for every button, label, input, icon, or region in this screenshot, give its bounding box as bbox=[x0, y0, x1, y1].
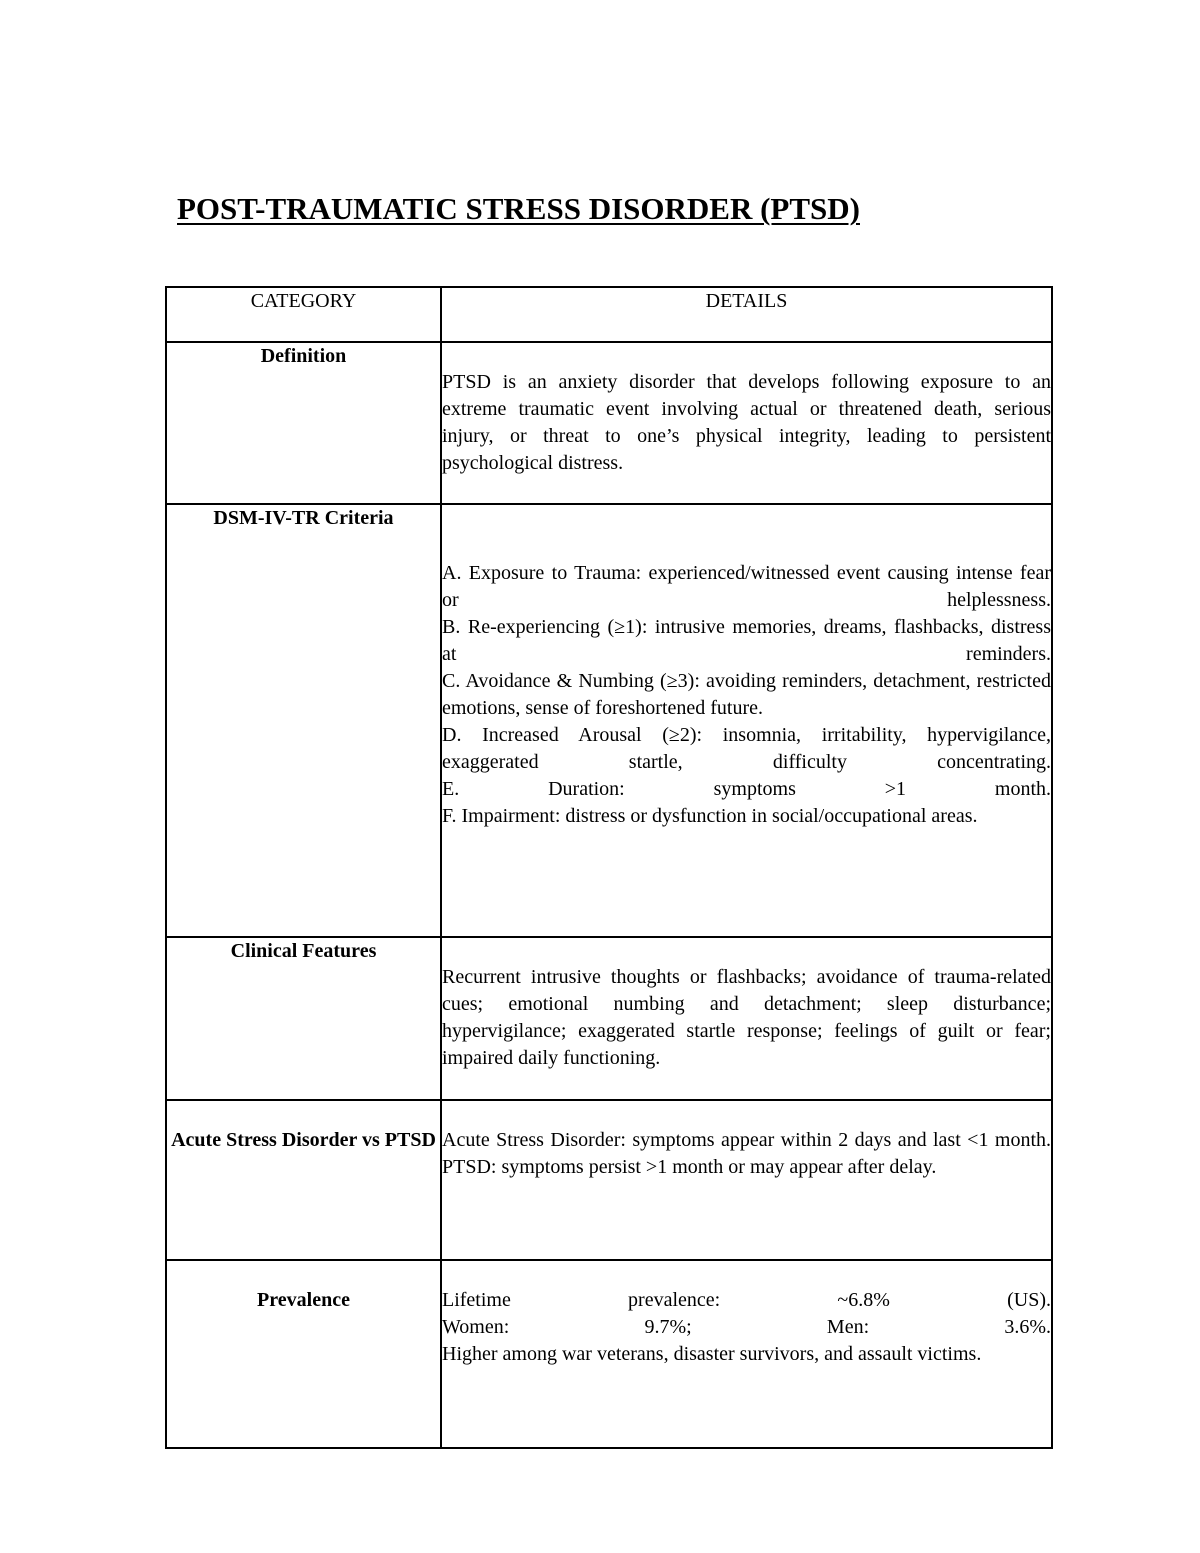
risk-groups-text: Higher among war veterans, disaster survivors, and assault victims. bbox=[442, 1343, 982, 1365]
table-row-acute-vs-ptsd bbox=[166, 1100, 1052, 1260]
gender-prevalence-text: Women: 9.7%; Men: 3.6%. bbox=[442, 1316, 1051, 1338]
criterion-b: B. Re-experiencing (≥1): intrusive memories, dreams, flashbacks, distress at reminders. bbox=[442, 616, 1051, 665]
category-cell: Definition bbox=[166, 342, 441, 504]
table-row-prevalence bbox=[166, 1260, 1052, 1448]
details-cell bbox=[441, 1100, 1052, 1260]
criterion-d: D. Increased Arousal (≥2): insomnia, irritability, hypervigilance, exaggerated startle, difficulty concentrating. bbox=[442, 724, 1051, 773]
details-text: Recurrent intrusive thoughts or flashbacks; avoidance of trauma-related cues; emotional numbing and detachment; sleep disturbance; hypervigilance; exaggerated startle response; feelings of guilt or fear; impaired daily functioning. bbox=[442, 966, 1051, 1069]
details-cell bbox=[441, 1260, 1052, 1448]
header-details: DETAILS bbox=[441, 287, 1052, 342]
ptsd-table bbox=[165, 286, 1053, 1449]
details-cell bbox=[441, 937, 1052, 1100]
details-cell bbox=[441, 504, 1052, 937]
criterion-f: F. Impairment: distress or dysfunction in social/occupational areas. bbox=[442, 805, 978, 827]
category-cell: Prevalence bbox=[166, 1260, 441, 1448]
table-row-definition bbox=[166, 342, 1052, 504]
header-category: CATEGORY bbox=[166, 287, 441, 342]
criterion-a: A. Exposure to Trauma: experienced/witnessed event causing intense fear or helplessness. bbox=[442, 562, 1051, 611]
criterion-e: E. Duration: symptoms >1 month. bbox=[442, 778, 1051, 800]
details-cell bbox=[441, 342, 1052, 504]
lifetime-prevalence-text: Lifetime prevalence: ~6.8% (US). bbox=[442, 1289, 1051, 1311]
page-title: POST-TRAUMATIC STRESS DISORDER (PTSD) bbox=[177, 191, 860, 226]
table-row-clinical-features bbox=[166, 937, 1052, 1100]
details-text: PTSD is an anxiety disorder that develops following exposure to an extreme traumatic event involving actual or threatened death, serious injury, or threat to one’s physical integrity, leading to persistent psychological distress. bbox=[442, 371, 1051, 474]
table-header-row bbox=[166, 287, 1052, 342]
ptsd-duration-text: PTSD: symptoms persist >1 month or may appear after delay. bbox=[442, 1156, 937, 1178]
category-cell: Clinical Features bbox=[166, 937, 441, 1100]
table-row-dsm-criteria bbox=[166, 504, 1052, 937]
criterion-c: C. Avoidance & Numbing (≥3): avoiding reminders, detachment, restricted emotions, sense of foreshortened future. bbox=[442, 670, 1051, 719]
category-cell: DSM-IV-TR Criteria bbox=[166, 504, 441, 937]
acute-stress-text: Acute Stress Disorder: symptoms appear within 2 days and last <1 month. bbox=[442, 1129, 1051, 1151]
category-cell: Acute Stress Disorder vs PTSD bbox=[166, 1100, 441, 1260]
